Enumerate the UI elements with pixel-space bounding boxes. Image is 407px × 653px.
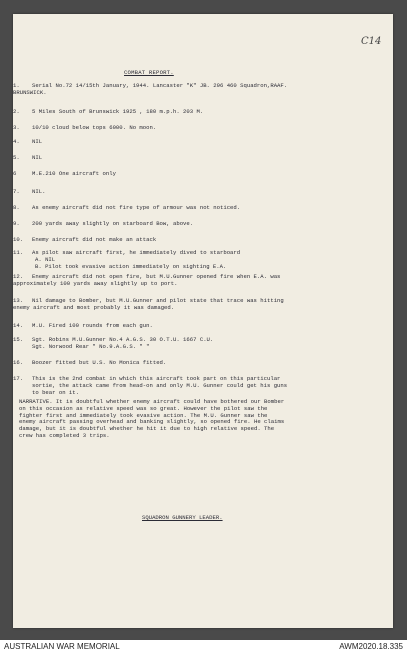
- item-number: 7.: [13, 188, 20, 195]
- item-text-line: Sgt. Norwood Rear " No.9.A.G.S. " ": [32, 342, 150, 350]
- item-text-line: Nil damage to Bomber, but M.U.Gunner and pilot state that trace was hitting: [32, 297, 284, 304]
- item-text-line: Enemy aircraft did not open fire, but M.U.Gunner opened fire when E.A. was: [32, 273, 281, 280]
- item-number: 11.: [13, 249, 24, 256]
- item-number: 13.: [13, 297, 24, 304]
- item-number: 2.: [13, 108, 20, 115]
- item-number: 8.: [13, 204, 20, 211]
- report-title: COMBAT REPORT.: [124, 69, 174, 76]
- item-number: 9.: [13, 220, 20, 227]
- item-text-line: Sgt. Robins M.U.Gunner No.4 A.G.S. 30 O.T.U. 1667 C.U.: [32, 336, 214, 343]
- narrative-line: fighter first and immediately took evasive action. The M.U. Gunner saw the: [19, 411, 268, 419]
- item-text-line: Enemy aircraft did not make an attack: [32, 236, 157, 243]
- item-text-line: to bear on it.: [32, 388, 79, 396]
- item-number: 1.: [13, 82, 20, 89]
- item-text-line: NIL.: [32, 188, 46, 195]
- narrative-line: NARRATIVE. It is doubtful whether enemy aircraft could have bothered our Bomber: [19, 398, 285, 405]
- item-number: 17.: [13, 375, 24, 382]
- signature-line: SQUADRON GUNNERY LEADER.: [142, 514, 223, 521]
- item-text-line: 5 Miles South of Brunswick 1925 , 180 m.p.h. 203 M.: [32, 108, 204, 115]
- narrative-line: enemy aircraft passing overhead and banking slightly, so opened fire. He claims: [19, 418, 285, 426]
- item-text-line: 10/10 cloud below tops 6000. No moon.: [32, 124, 157, 131]
- item-number: 16.: [13, 359, 24, 366]
- item-text-line: As pilot saw aircraft first, he immediately dived to starboard: [32, 249, 241, 256]
- item-text-line: BRUNSWICK.: [13, 88, 47, 96]
- item-text-line: sortie, the attack came from head-on and only M.U. Gunner could get his guns: [32, 381, 288, 389]
- narrative-line: on this occasion as relative speed was so great. However the pilot saw the: [19, 404, 268, 412]
- footer-bar: [0, 640, 407, 653]
- item-text-line: enemy aircraft and most probably it was damaged.: [13, 303, 175, 311]
- item-text-line: A. NIL: [35, 255, 56, 263]
- narrative-line: damage, but it is doubtful whether he hit it due to high relative speed. The: [19, 425, 275, 433]
- item-number: 6: [13, 170, 17, 177]
- item-number: 5.: [13, 154, 20, 161]
- item-text-line: Serial No.72 14/15th January, 1944. Lancaster "K" JB. 296 460 Squadron,RAAF.: [32, 82, 288, 89]
- item-number: 10.: [13, 236, 24, 243]
- item-text-line: This is the 2nd combat in which this aircraft took part on this particular: [32, 375, 281, 382]
- item-number: 15.: [13, 336, 24, 343]
- folio-number: C14: [361, 36, 382, 47]
- item-text-line: M.E.210 One aircraft only: [32, 170, 116, 177]
- item-text-line: B. Pilot took evasive action immediately on sighting E.A.: [35, 262, 227, 270]
- item-text-line: As enemy aircraft did not fire type of armour was not noticed.: [32, 204, 241, 211]
- footer-accession: AWM2020.18.335: [339, 642, 403, 651]
- item-text-line: Boozer fitted but U.S. No Monica fitted.: [32, 359, 167, 366]
- item-number: 3.: [13, 124, 20, 131]
- document-page: [13, 14, 393, 628]
- item-text-line: NIL: [32, 138, 43, 145]
- narrative-line: crew has completed 3 trips.: [19, 432, 110, 439]
- item-number: 4.: [13, 138, 20, 145]
- item-text-line: M.U. Fired 100 rounds from each gun.: [32, 322, 153, 329]
- item-text-line: NIL: [32, 154, 43, 161]
- item-text-line: 200 yards away slightly on starboard Bow, above.: [32, 220, 194, 227]
- item-number: 14.: [13, 322, 24, 329]
- item-number: 12.: [13, 273, 24, 280]
- footer-institution: AUSTRALIAN WAR MEMORIAL: [4, 642, 120, 651]
- item-text-line: approximately 100 yards away slightly up to port.: [13, 279, 178, 287]
